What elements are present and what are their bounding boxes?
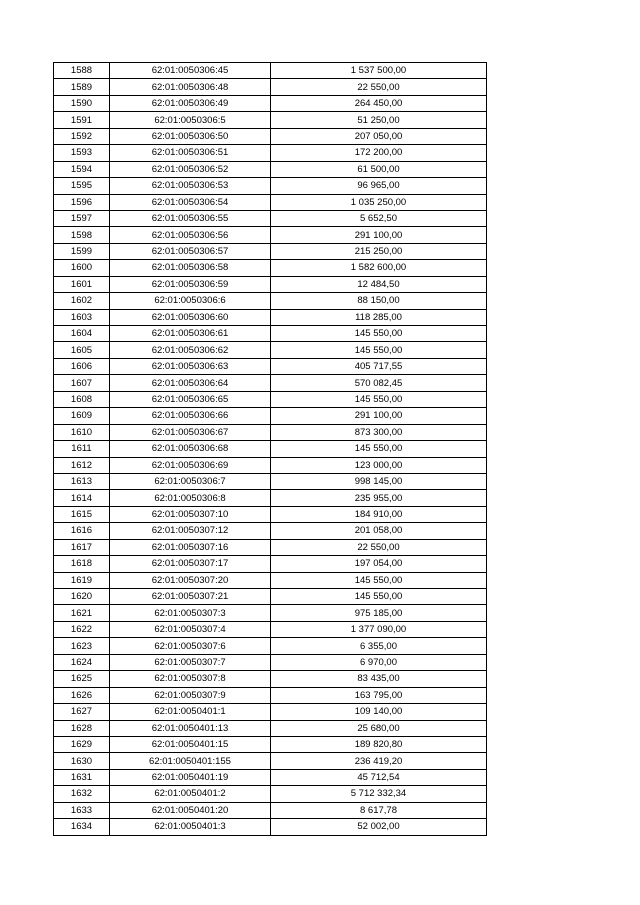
row-number-cell: 1622 xyxy=(54,621,110,637)
table-row xyxy=(54,276,487,292)
row-number-cell: 1626 xyxy=(54,687,110,703)
row-number-cell: 1617 xyxy=(54,539,110,555)
table-row xyxy=(54,605,487,621)
row-number-cell: 1607 xyxy=(54,375,110,391)
table-row xyxy=(54,490,487,506)
table-row xyxy=(54,424,487,440)
row-number-cell: 1624 xyxy=(54,654,110,670)
cadastral-number-cell: 62:01:0050306:69 xyxy=(110,457,271,473)
cadastral-value-cell: 184 910,00 xyxy=(271,506,487,522)
cadastral-value-cell: 118 285,00 xyxy=(271,309,487,325)
table-row xyxy=(54,802,487,818)
table-row xyxy=(54,753,487,769)
cadastral-value-cell: 22 550,00 xyxy=(271,539,487,555)
row-number-cell: 1598 xyxy=(54,227,110,243)
row-number-cell: 1620 xyxy=(54,589,110,605)
row-number-cell: 1589 xyxy=(54,79,110,95)
cadastral-value-cell: 201 058,00 xyxy=(271,523,487,539)
row-number-cell: 1634 xyxy=(54,819,110,835)
row-number-cell: 1594 xyxy=(54,161,110,177)
cadastral-number-cell: 62:01:0050306:55 xyxy=(110,210,271,226)
table-row xyxy=(54,457,487,473)
cadastral-number-cell: 62:01:0050306:58 xyxy=(110,260,271,276)
cadastral-value-cell: 264 450,00 xyxy=(271,95,487,111)
cadastral-number-cell: 62:01:0050401:20 xyxy=(110,802,271,818)
cadastral-number-cell: 62:01:0050307:21 xyxy=(110,589,271,605)
cadastral-number-cell: 62:01:0050306:7 xyxy=(110,473,271,489)
cadastral-number-cell: 62:01:0050306:65 xyxy=(110,391,271,407)
cadastral-number-cell: 62:01:0050401:1 xyxy=(110,704,271,720)
cadastral-value-cell: 52 002,00 xyxy=(271,819,487,835)
cadastral-number-cell: 62:01:0050307:7 xyxy=(110,654,271,670)
cadastral-value-cell: 197 054,00 xyxy=(271,556,487,572)
cadastral-number-cell: 62:01:0050307:20 xyxy=(110,572,271,588)
cadastral-number-cell: 62:01:0050306:60 xyxy=(110,309,271,325)
cadastral-number-cell: 62:01:0050401:155 xyxy=(110,753,271,769)
cadastral-value-cell: 405 717,55 xyxy=(271,358,487,374)
row-number-cell: 1632 xyxy=(54,786,110,802)
row-number-cell: 1604 xyxy=(54,326,110,342)
row-number-cell: 1630 xyxy=(54,753,110,769)
row-number-cell: 1599 xyxy=(54,243,110,259)
cadastral-number-cell: 62:01:0050306:66 xyxy=(110,408,271,424)
table-row xyxy=(54,178,487,194)
cadastral-number-cell: 62:01:0050307:16 xyxy=(110,539,271,555)
cadastral-number-cell: 62:01:0050306:53 xyxy=(110,178,271,194)
row-number-cell: 1629 xyxy=(54,736,110,752)
cadastral-number-cell: 62:01:0050306:68 xyxy=(110,441,271,457)
cadastral-number-cell: 62:01:0050307:17 xyxy=(110,556,271,572)
cadastral-number-cell: 62:01:0050307:4 xyxy=(110,621,271,637)
row-number-cell: 1608 xyxy=(54,391,110,407)
row-number-cell: 1611 xyxy=(54,441,110,457)
cadastral-number-cell: 62:01:0050307:3 xyxy=(110,605,271,621)
cadastral-value-cell: 12 484,50 xyxy=(271,276,487,292)
row-number-cell: 1595 xyxy=(54,178,110,194)
cadastral-value-cell: 235 955,00 xyxy=(271,490,487,506)
cadastral-value-cell: 1 537 500,00 xyxy=(271,63,487,79)
cadastral-value-cell: 189 820,80 xyxy=(271,736,487,752)
table-row xyxy=(54,293,487,309)
row-number-cell: 1616 xyxy=(54,523,110,539)
table-row xyxy=(54,473,487,489)
cadastral-value-cell: 236 419,20 xyxy=(271,753,487,769)
row-number-cell: 1619 xyxy=(54,572,110,588)
table-row xyxy=(54,227,487,243)
cadastral-value-cell: 145 550,00 xyxy=(271,572,487,588)
table-row xyxy=(54,589,487,605)
table-row xyxy=(54,556,487,572)
cadastral-value-cell: 873 300,00 xyxy=(271,424,487,440)
cadastral-value-cell: 61 500,00 xyxy=(271,161,487,177)
row-number-cell: 1613 xyxy=(54,473,110,489)
row-number-cell: 1614 xyxy=(54,490,110,506)
cadastral-number-cell: 62:01:0050306:45 xyxy=(110,63,271,79)
cadastral-value-cell: 975 185,00 xyxy=(271,605,487,621)
table-row xyxy=(54,720,487,736)
row-number-cell: 1602 xyxy=(54,293,110,309)
row-number-cell: 1601 xyxy=(54,276,110,292)
cadastral-value-cell: 145 550,00 xyxy=(271,589,487,605)
cadastral-value-cell: 145 550,00 xyxy=(271,326,487,342)
table-row xyxy=(54,375,487,391)
table-row xyxy=(54,309,487,325)
row-number-cell: 1600 xyxy=(54,260,110,276)
row-number-cell: 1610 xyxy=(54,424,110,440)
cadastral-value-cell: 145 550,00 xyxy=(271,391,487,407)
cadastral-value-cell: 5 712 332,34 xyxy=(271,786,487,802)
cadastral-value-cell: 145 550,00 xyxy=(271,342,487,358)
row-number-cell: 1633 xyxy=(54,802,110,818)
table-row xyxy=(54,687,487,703)
cadastral-value-cell: 163 795,00 xyxy=(271,687,487,703)
cadastral-number-cell: 62:01:0050306:51 xyxy=(110,145,271,161)
row-number-cell: 1606 xyxy=(54,358,110,374)
table-row xyxy=(54,539,487,555)
cadastral-number-cell: 62:01:0050306:5 xyxy=(110,112,271,128)
cadastral-value-cell: 45 712,54 xyxy=(271,769,487,785)
row-number-cell: 1597 xyxy=(54,210,110,226)
table-row xyxy=(54,243,487,259)
cadastral-value-cell: 8 617,78 xyxy=(271,802,487,818)
row-number-cell: 1628 xyxy=(54,720,110,736)
cadastral-value-cell: 291 100,00 xyxy=(271,227,487,243)
table-row xyxy=(54,769,487,785)
table-row xyxy=(54,161,487,177)
table-row xyxy=(54,63,487,79)
table-row xyxy=(54,408,487,424)
row-number-cell: 1592 xyxy=(54,128,110,144)
cadastral-number-cell: 62:01:0050401:19 xyxy=(110,769,271,785)
cadastral-number-cell: 62:01:0050306:64 xyxy=(110,375,271,391)
table-row xyxy=(54,358,487,374)
table-row xyxy=(54,95,487,111)
cadastral-value-cell: 51 250,00 xyxy=(271,112,487,128)
cadastral-number-cell: 62:01:0050307:10 xyxy=(110,506,271,522)
row-number-cell: 1609 xyxy=(54,408,110,424)
cadastral-number-cell: 62:01:0050307:12 xyxy=(110,523,271,539)
row-number-cell: 1596 xyxy=(54,194,110,210)
cadastral-value-cell: 291 100,00 xyxy=(271,408,487,424)
table-row xyxy=(54,621,487,637)
row-number-cell: 1618 xyxy=(54,556,110,572)
row-number-cell: 1612 xyxy=(54,457,110,473)
cadastral-number-cell: 62:01:0050306:52 xyxy=(110,161,271,177)
table-row xyxy=(54,145,487,161)
cadastral-value-cell: 109 140,00 xyxy=(271,704,487,720)
row-number-cell: 1623 xyxy=(54,638,110,654)
table-row xyxy=(54,194,487,210)
table-row xyxy=(54,342,487,358)
table-row xyxy=(54,523,487,539)
cadastral-number-cell: 62:01:0050401:2 xyxy=(110,786,271,802)
cadastral-number-cell: 62:01:0050307:8 xyxy=(110,671,271,687)
cadastral-value-cell: 5 652,50 xyxy=(271,210,487,226)
table-row xyxy=(54,79,487,95)
cadastral-value-table xyxy=(53,62,487,836)
cadastral-value-cell: 570 082,45 xyxy=(271,375,487,391)
cadastral-value-cell: 88 150,00 xyxy=(271,293,487,309)
cadastral-number-cell: 62:01:0050306:63 xyxy=(110,358,271,374)
row-number-cell: 1631 xyxy=(54,769,110,785)
table-row xyxy=(54,704,487,720)
table-row xyxy=(54,819,487,835)
cadastral-value-cell: 1 582 600,00 xyxy=(271,260,487,276)
row-number-cell: 1615 xyxy=(54,506,110,522)
cadastral-number-cell: 62:01:0050307:6 xyxy=(110,638,271,654)
cadastral-number-cell: 62:01:0050306:56 xyxy=(110,227,271,243)
row-number-cell: 1603 xyxy=(54,309,110,325)
table-row xyxy=(54,210,487,226)
cadastral-number-cell: 62:01:0050401:3 xyxy=(110,819,271,835)
cadastral-number-cell: 62:01:0050306:61 xyxy=(110,326,271,342)
cadastral-number-cell: 62:01:0050401:13 xyxy=(110,720,271,736)
table-row xyxy=(54,326,487,342)
cadastral-value-cell: 25 680,00 xyxy=(271,720,487,736)
row-number-cell: 1621 xyxy=(54,605,110,621)
table-row xyxy=(54,391,487,407)
row-number-cell: 1625 xyxy=(54,671,110,687)
cadastral-value-cell: 22 550,00 xyxy=(271,79,487,95)
table-row xyxy=(54,638,487,654)
cadastral-number-cell: 62:01:0050306:6 xyxy=(110,293,271,309)
table-row xyxy=(54,112,487,128)
table-row xyxy=(54,671,487,687)
cadastral-number-cell: 62:01:0050401:15 xyxy=(110,736,271,752)
cadastral-number-cell: 62:01:0050306:49 xyxy=(110,95,271,111)
row-number-cell: 1605 xyxy=(54,342,110,358)
table-row xyxy=(54,260,487,276)
row-number-cell: 1588 xyxy=(54,63,110,79)
table-row xyxy=(54,786,487,802)
table-row xyxy=(54,736,487,752)
cadastral-number-cell: 62:01:0050306:67 xyxy=(110,424,271,440)
table-body xyxy=(54,63,487,836)
cadastral-value-cell: 207 050,00 xyxy=(271,128,487,144)
cadastral-value-cell: 998 145,00 xyxy=(271,473,487,489)
cadastral-number-cell: 62:01:0050306:8 xyxy=(110,490,271,506)
row-number-cell: 1627 xyxy=(54,704,110,720)
table-row xyxy=(54,654,487,670)
cadastral-value-cell: 1 035 250,00 xyxy=(271,194,487,210)
cadastral-value-cell: 145 550,00 xyxy=(271,441,487,457)
cadastral-value-cell: 172 200,00 xyxy=(271,145,487,161)
table-row xyxy=(54,128,487,144)
cadastral-number-cell: 62:01:0050306:54 xyxy=(110,194,271,210)
row-number-cell: 1590 xyxy=(54,95,110,111)
cadastral-value-cell: 6 355,00 xyxy=(271,638,487,654)
cadastral-value-cell: 215 250,00 xyxy=(271,243,487,259)
table-row xyxy=(54,572,487,588)
cadastral-number-cell: 62:01:0050306:57 xyxy=(110,243,271,259)
cadastral-value-cell: 6 970,00 xyxy=(271,654,487,670)
cadastral-number-cell: 62:01:0050306:62 xyxy=(110,342,271,358)
table-row xyxy=(54,506,487,522)
row-number-cell: 1593 xyxy=(54,145,110,161)
cadastral-value-cell: 83 435,00 xyxy=(271,671,487,687)
row-number-cell: 1591 xyxy=(54,112,110,128)
cadastral-number-cell: 62:01:0050307:9 xyxy=(110,687,271,703)
table-row xyxy=(54,441,487,457)
cadastral-value-cell: 96 965,00 xyxy=(271,178,487,194)
cadastral-number-cell: 62:01:0050306:48 xyxy=(110,79,271,95)
cadastral-number-cell: 62:01:0050306:50 xyxy=(110,128,271,144)
cadastral-value-cell: 1 377 090,00 xyxy=(271,621,487,637)
cadastral-number-cell: 62:01:0050306:59 xyxy=(110,276,271,292)
cadastral-value-cell: 123 000,00 xyxy=(271,457,487,473)
